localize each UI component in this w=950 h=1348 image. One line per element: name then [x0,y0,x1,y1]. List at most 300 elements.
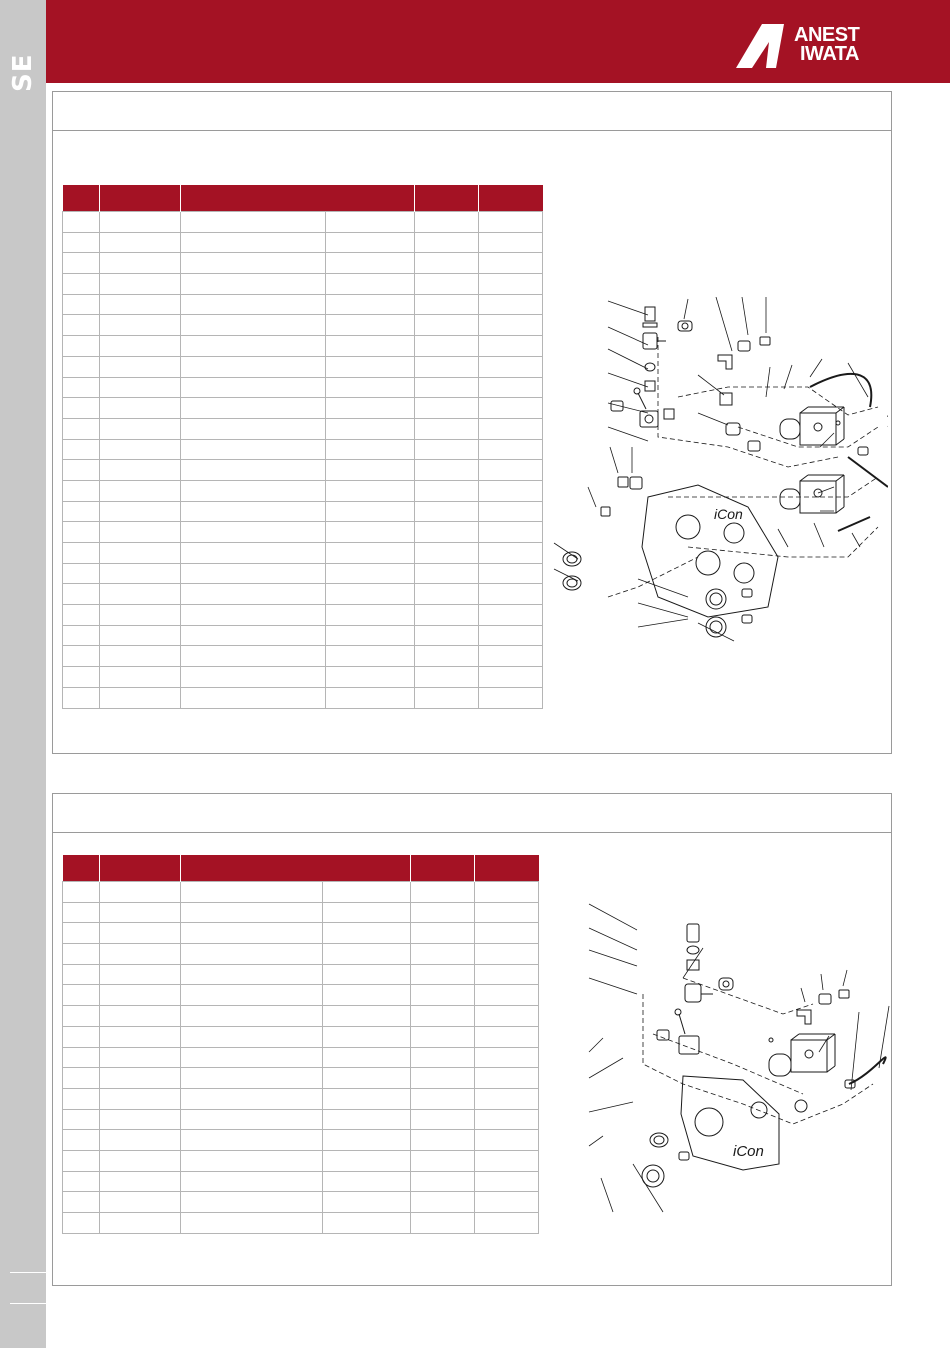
table-cell [325,460,414,481]
table-cell [99,667,180,688]
table-cell [180,1068,322,1089]
table-cell [410,1192,474,1213]
table-cell [63,687,100,708]
table-row [63,985,539,1006]
table-cell [180,315,325,336]
table-cell [180,274,325,295]
table-row [63,377,543,398]
table-row [63,667,543,688]
table-cell [180,377,325,398]
table-cell [63,964,100,985]
table-cell [99,902,180,923]
table-cell [478,418,542,439]
table-cell [63,985,100,1006]
panel-header [53,794,891,833]
table-cell [410,923,474,944]
table-cell [410,964,474,985]
table-row [63,902,539,923]
table-row [63,1068,539,1089]
table-cell [325,294,414,315]
table-cell [180,605,325,626]
table-cell [410,985,474,1006]
table-cell [99,1088,180,1109]
table-cell [325,418,414,439]
table-cell [325,501,414,522]
table-cell [478,439,542,460]
table-cell [180,646,325,667]
table-cell [478,356,542,377]
table-cell [322,1006,410,1027]
col-header [99,855,180,882]
table-cell [180,480,325,501]
table-cell [410,1171,474,1192]
panel-header [53,92,891,131]
table-row [63,294,543,315]
table-cell [99,336,180,357]
col-header [99,185,180,212]
table-row [63,1088,539,1109]
table-cell [322,1150,410,1171]
table-row [63,356,543,377]
table-row [63,1213,539,1234]
table-cell [180,398,325,419]
table-cell [478,232,542,253]
table-row [63,1109,539,1130]
table-row [63,460,543,481]
lower-parts-panel [52,793,892,1286]
table-cell [99,563,180,584]
table-row [63,605,543,626]
col-header [478,185,542,212]
table-cell [322,902,410,923]
table-cell [63,1047,100,1068]
table-cell [414,274,478,295]
table-cell [414,563,478,584]
table-cell [180,667,325,688]
table-cell [410,902,474,923]
table-cell [478,584,542,605]
table-cell [99,439,180,460]
table-cell [478,315,542,336]
table-cell [99,460,180,481]
table-row [63,501,543,522]
table-cell [99,1130,180,1151]
table-cell [414,336,478,357]
table-cell [474,1192,538,1213]
table-cell [99,964,180,985]
table-row [63,439,543,460]
table-cell [180,543,325,564]
table-cell [99,625,180,646]
table-row [63,1150,539,1171]
parts-table [62,855,539,1234]
table-row [63,253,543,274]
parts-table [62,185,543,709]
table-cell [99,1109,180,1130]
table-cell [325,625,414,646]
side-divider [10,1272,46,1273]
table-row [63,584,543,605]
table-cell [474,902,538,923]
table-cell [478,398,542,419]
table-cell [414,294,478,315]
table-cell [410,1026,474,1047]
table-cell [322,1088,410,1109]
table-cell [410,1088,474,1109]
table-cell [63,1213,100,1234]
table-cell [414,315,478,336]
svg-text:iCon: iCon [733,1143,764,1160]
table-cell [414,605,478,626]
table-cell [99,1068,180,1089]
table-cell [414,439,478,460]
table-cell [478,294,542,315]
table-cell [410,1047,474,1068]
table-cell [99,274,180,295]
table-cell [325,253,414,274]
table-cell [180,212,325,233]
table-cell [414,418,478,439]
table-cell [478,501,542,522]
table-cell [180,625,325,646]
table-cell [99,232,180,253]
table-row [63,315,543,336]
table-cell [474,1130,538,1151]
table-cell [322,1130,410,1151]
table-cell [414,646,478,667]
col-header [63,855,100,882]
table-cell [410,1213,474,1234]
table-cell [478,687,542,708]
table-cell [99,944,180,965]
table-cell [478,480,542,501]
table-row [63,1026,539,1047]
table-cell [325,563,414,584]
col-header [63,185,100,212]
table-cell [99,1171,180,1192]
table-cell [180,1192,322,1213]
exploded-assembly-diagram [583,894,893,1224]
table-cell [322,964,410,985]
col-header [180,855,410,882]
table-cell [325,232,414,253]
table-cell [478,274,542,295]
table-cell [325,356,414,377]
table-cell [478,543,542,564]
table-cell [180,1130,322,1151]
table-cell [63,522,100,543]
col-header [180,185,414,212]
table-cell [63,501,100,522]
table-cell [63,212,100,233]
side-divider [10,1303,46,1304]
col-header [414,185,478,212]
table-cell [180,418,325,439]
table-cell [474,1213,538,1234]
table-cell [180,1150,322,1171]
table-cell [414,667,478,688]
table-row [63,418,543,439]
table-cell [99,1150,180,1171]
brand-line-1: ANEST [794,24,860,46]
table-cell [325,480,414,501]
table-cell [63,882,100,903]
table-cell [474,1047,538,1068]
table-cell [474,964,538,985]
table-cell [414,687,478,708]
table-cell [63,1109,100,1130]
table-cell [474,985,538,1006]
table-cell [414,501,478,522]
table-cell [63,418,100,439]
table-cell [325,584,414,605]
table-cell [180,356,325,377]
table-cell [322,1068,410,1089]
table-cell [322,1026,410,1047]
table-cell [63,398,100,419]
col-header [474,855,538,882]
table-cell [180,1213,322,1234]
table-header-row [63,185,543,212]
table-row [63,944,539,965]
table-cell [322,882,410,903]
table-cell [63,563,100,584]
table-cell [414,625,478,646]
table-cell [180,439,325,460]
table-row [63,232,543,253]
table-cell [474,1026,538,1047]
table-cell [325,439,414,460]
table-header-row [63,855,539,882]
table-cell [414,356,478,377]
table-cell [474,1068,538,1089]
table-cell [180,1088,322,1109]
table-cell [410,1006,474,1027]
table-row [63,563,543,584]
table-cell [414,377,478,398]
table-cell [474,944,538,965]
brand-wordmark [794,26,859,64]
side-tab [0,0,46,1348]
table-cell [99,1192,180,1213]
table-cell [63,605,100,626]
table-cell [63,315,100,336]
table-cell [99,1026,180,1047]
table-cell [325,543,414,564]
table-cell [180,253,325,274]
table-row [63,1006,539,1027]
table-cell [474,1171,538,1192]
table-cell [478,212,542,233]
table-cell [99,501,180,522]
table-cell [99,687,180,708]
table-cell [63,902,100,923]
table-cell [99,584,180,605]
upper-parts-panel [52,91,892,754]
exploded-assembly-diagram [548,297,888,657]
table-cell [63,460,100,481]
table-cell [414,232,478,253]
table-cell [414,253,478,274]
section-code: SE [8,53,38,92]
table-cell [63,543,100,564]
table-cell [63,274,100,295]
table-cell [180,294,325,315]
table-row [63,212,543,233]
table-cell [410,944,474,965]
table-cell [325,398,414,419]
table-cell [322,1171,410,1192]
table-cell [99,294,180,315]
table-cell [180,584,325,605]
table-cell [180,985,322,1006]
table-cell [99,646,180,667]
table-cell [63,667,100,688]
table-row [63,1192,539,1213]
table-cell [325,315,414,336]
table-cell [63,625,100,646]
table-cell [63,377,100,398]
table-cell [478,667,542,688]
table-cell [325,274,414,295]
table-cell [325,687,414,708]
table-row [63,522,543,543]
table-cell [474,882,538,903]
table-cell [63,1171,100,1192]
table-cell [180,1109,322,1130]
table-row [63,687,543,708]
table-cell [99,605,180,626]
table-row [63,882,539,903]
table-cell [99,253,180,274]
table-cell [322,1109,410,1130]
table-cell [99,398,180,419]
table-cell [325,336,414,357]
table-cell [410,882,474,903]
table-cell [63,1068,100,1089]
table-cell [180,964,322,985]
table-cell [63,1026,100,1047]
page-header [46,0,950,83]
table-cell [474,1150,538,1171]
table-cell [180,944,322,965]
table-row [63,336,543,357]
brand-line-2: IWATA [800,43,859,65]
table-cell [414,522,478,543]
table-row [63,964,539,985]
table-cell [180,563,325,584]
table-cell [99,356,180,377]
table-cell [414,460,478,481]
table-cell [180,902,322,923]
table-cell [478,646,542,667]
table-cell [325,605,414,626]
svg-text:iCon: iCon [714,506,743,522]
table-cell [478,377,542,398]
table-cell [322,1213,410,1234]
table-cell [63,584,100,605]
table-cell [410,1068,474,1089]
table-cell [63,1130,100,1151]
table-cell [99,923,180,944]
table-cell [322,1192,410,1213]
table-row [63,646,543,667]
table-cell [180,336,325,357]
table-cell [474,923,538,944]
table-cell [410,1130,474,1151]
table-cell [414,212,478,233]
table-cell [63,1088,100,1109]
table-cell [63,439,100,460]
table-row [63,1047,539,1068]
table-cell [180,1006,322,1027]
table-cell [63,294,100,315]
table-cell [474,1088,538,1109]
table-cell [63,944,100,965]
table-cell [99,418,180,439]
col-header [410,855,474,882]
table-cell [180,882,322,903]
table-cell [99,985,180,1006]
table-cell [63,356,100,377]
table-cell [478,253,542,274]
table-cell [180,522,325,543]
table-cell [99,377,180,398]
table-cell [478,336,542,357]
table-cell [325,377,414,398]
table-cell [322,985,410,1006]
table-cell [99,1213,180,1234]
table-cell [99,543,180,564]
table-row [63,480,543,501]
table-cell [180,687,325,708]
table-cell [63,646,100,667]
table-cell [478,605,542,626]
table-cell [410,1150,474,1171]
table-row [63,398,543,419]
table-cell [478,563,542,584]
table-cell [410,1109,474,1130]
table-row [63,625,543,646]
table-cell [322,923,410,944]
table-cell [63,1150,100,1171]
table-cell [474,1109,538,1130]
table-cell [180,460,325,481]
table-cell [478,522,542,543]
table-cell [322,1047,410,1068]
table-cell [180,1171,322,1192]
table-row [63,1130,539,1151]
table-cell [99,212,180,233]
table-cell [180,1026,322,1047]
table-cell [63,232,100,253]
table-cell [99,1047,180,1068]
table-cell [99,522,180,543]
table-cell [474,1006,538,1027]
table-cell [414,584,478,605]
table-row [63,923,539,944]
table-cell [325,522,414,543]
table-cell [63,480,100,501]
table-cell [414,543,478,564]
table-cell [478,460,542,481]
table-cell [325,667,414,688]
table-cell [63,1006,100,1027]
table-cell [63,253,100,274]
table-cell [325,646,414,667]
table-cell [325,212,414,233]
table-row [63,274,543,295]
